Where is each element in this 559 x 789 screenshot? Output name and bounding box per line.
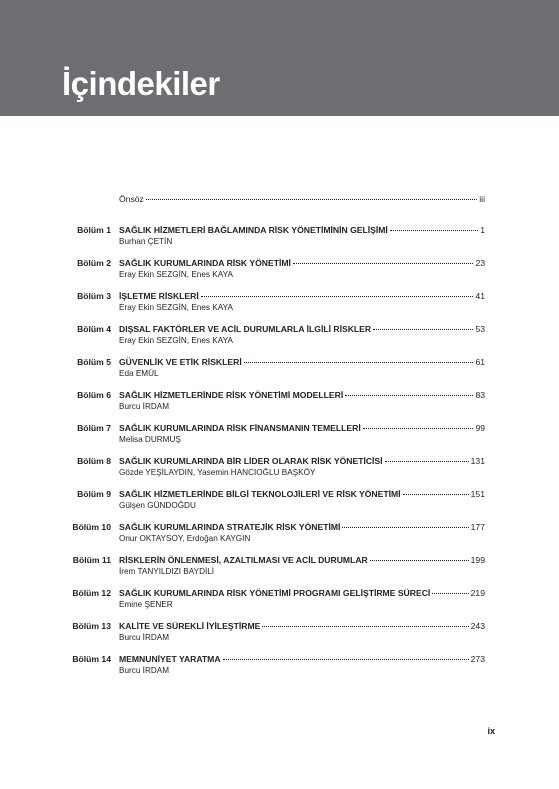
chapter-title: SAĞLIK KURUMLARINDA RİSK YÖNETİMİ PROGRAMI GELİŞTİRME SÜRECİ xyxy=(119,588,431,598)
chapter-page: 41 xyxy=(475,291,485,301)
toc-entry-preface[interactable] xyxy=(0,193,559,205)
chapter-page: 61 xyxy=(475,357,485,367)
dot-leader xyxy=(223,659,469,660)
chapter-title: GÜVENLİK VE ETİK RİSKLERİ xyxy=(119,357,242,367)
toc-entry[interactable] xyxy=(0,587,559,609)
chapter-page: 177 xyxy=(470,522,485,532)
toc-entry[interactable] xyxy=(0,455,559,477)
chapter-authors: Eray Ekin SEZGİN, Enes KAYA xyxy=(119,270,233,279)
toc-entry[interactable] xyxy=(0,257,559,279)
chapter-label: Bölüm 7 xyxy=(77,423,111,433)
dot-leader xyxy=(201,296,474,297)
toc-entry[interactable] xyxy=(0,521,559,543)
chapter-title: İŞLETME RİSKLERİ xyxy=(119,291,199,301)
chapter-label: Bölüm 13 xyxy=(72,621,111,631)
dot-leader xyxy=(262,626,468,627)
chapter-authors: Burcu İRDAM xyxy=(119,666,170,675)
dot-leader xyxy=(293,263,474,264)
page-title: İçindekiler xyxy=(62,65,220,102)
chapter-label: Bölüm 1 xyxy=(77,225,111,235)
page-number: ix xyxy=(487,726,495,736)
chapter-authors: Gülşen GÜNDOĞDU xyxy=(119,501,196,510)
toc-entry[interactable] xyxy=(0,323,559,345)
chapter-page: 1 xyxy=(480,225,485,235)
chapter-authors: Gözde YEŞİLAYDIN, Yasemin HANCIOĞLU BAŞKÖY xyxy=(119,468,316,477)
dot-leader xyxy=(363,428,474,429)
chapter-authors: Melisa DURMUŞ xyxy=(119,435,181,444)
chapter-label: Bölüm 3 xyxy=(77,291,111,301)
toc-entry[interactable] xyxy=(0,356,559,378)
toc-entry[interactable] xyxy=(0,422,559,444)
chapter-page: 199 xyxy=(470,555,485,565)
chapter-title: SAĞLIK KURUMLARINDA RİSK FİNANSMANIN TEMELLERİ xyxy=(119,423,361,433)
dot-leader xyxy=(403,494,469,495)
chapter-authors: Emine ŞENER xyxy=(119,600,173,609)
chapter-label: Bölüm 12 xyxy=(72,588,111,598)
chapter-label: Bölüm 6 xyxy=(77,390,111,400)
chapter-authors: Burhan ÇETİN xyxy=(119,237,173,246)
chapter-page: 219 xyxy=(470,588,485,598)
chapter-page: 53 xyxy=(475,324,485,334)
chapter-page: 23 xyxy=(475,258,485,268)
chapter-title: SAĞLIK HİZMETLERİNDE BİLGİ TEKNOLOJİLERİ VE RİSK YÖNETİMİ xyxy=(119,489,401,499)
toc-entry[interactable] xyxy=(0,224,559,246)
chapter-label: Bölüm 5 xyxy=(77,357,111,367)
chapter-title: MEMNUNİYET YARATMA xyxy=(119,654,221,664)
dot-leader xyxy=(390,230,478,231)
toc-entry[interactable] xyxy=(0,290,559,312)
chapter-label: Bölüm 11 xyxy=(72,555,111,565)
chapter-title: DIŞSAL FAKTÖRLER VE ACİL DURUMLARLA İLGİLİ RİSKLER xyxy=(119,324,372,334)
chapter-authors: Eray Ekin SEZGİN, Enes KAYA xyxy=(119,303,233,312)
chapter-page: 131 xyxy=(470,456,485,466)
chapter-label: Bölüm 9 xyxy=(77,489,111,499)
chapter-title: SAĞLIK KURUMLARINDA STRATEJİK RİSK YÖNETİMİ xyxy=(119,522,341,532)
chapter-title: RİSKLERİN ÖNLENMESİ, AZALTILMASI VE ACİL DURUMLAR xyxy=(119,555,368,565)
chapter-title: SAĞLIK KURUMLARINDA BİR LİDER OLARAK RİSK YÖNETİCİSİ xyxy=(119,456,383,466)
toc-entry[interactable] xyxy=(0,554,559,576)
chapter-title: SAĞLIK HİZMETLERİ BAĞLAMINDA RİSK YÖNETİMİNİN GELİŞİMİ xyxy=(119,225,388,235)
chapter-label: Bölüm 14 xyxy=(72,654,111,664)
chapter-authors: İrem TANYILDIZI BAYDİLİ xyxy=(119,567,215,576)
chapter-authors: Eda EMÜL xyxy=(119,369,159,378)
chapter-title: KALİTE VE SÜREKLİ İYİLEŞTİRME xyxy=(119,621,261,631)
chapter-label: Bölüm 8 xyxy=(77,456,111,466)
dot-leader xyxy=(432,593,468,594)
dot-leader xyxy=(385,461,469,462)
chapter-authors: Burcu İRDAM xyxy=(119,402,170,411)
dot-leader xyxy=(373,329,473,330)
chapter-authors: Burcu İRDAM xyxy=(119,633,170,642)
chapter-title: SAĞLIK KURUMLARINDA RİSK YÖNETİMİ xyxy=(119,258,291,268)
chapter-page: 83 xyxy=(475,390,485,400)
chapter-label: Bölüm 2 xyxy=(77,258,111,268)
dot-leader xyxy=(146,199,477,200)
toc-entry[interactable] xyxy=(0,653,559,675)
toc-entry[interactable] xyxy=(0,488,559,510)
chapter-page: 99 xyxy=(475,423,485,433)
chapter-page: 243 xyxy=(470,621,485,631)
preface-title: Önsöz xyxy=(119,194,144,204)
chapter-authors: Onur OKTAYSOY, Erdoğan KAYGIN xyxy=(119,534,251,543)
chapter-page: 151 xyxy=(470,489,485,499)
header-band xyxy=(0,0,559,116)
dot-leader xyxy=(345,395,473,396)
dot-leader xyxy=(342,527,468,528)
chapter-label: Bölüm 10 xyxy=(72,522,111,532)
chapter-title: SAĞLIK HİZMETLERİNDE RİSK YÖNETİMİ MODELLERİ xyxy=(119,390,344,400)
dot-leader xyxy=(244,362,474,363)
preface-page: iii xyxy=(479,194,485,204)
chapter-page: 273 xyxy=(470,654,485,664)
toc-entry[interactable] xyxy=(0,620,559,642)
chapter-label: Bölüm 4 xyxy=(77,324,111,334)
chapter-authors: Eray Ekin SEZGİN, Enes KAYA xyxy=(119,336,233,345)
toc-entry[interactable] xyxy=(0,389,559,411)
dot-leader xyxy=(370,560,469,561)
